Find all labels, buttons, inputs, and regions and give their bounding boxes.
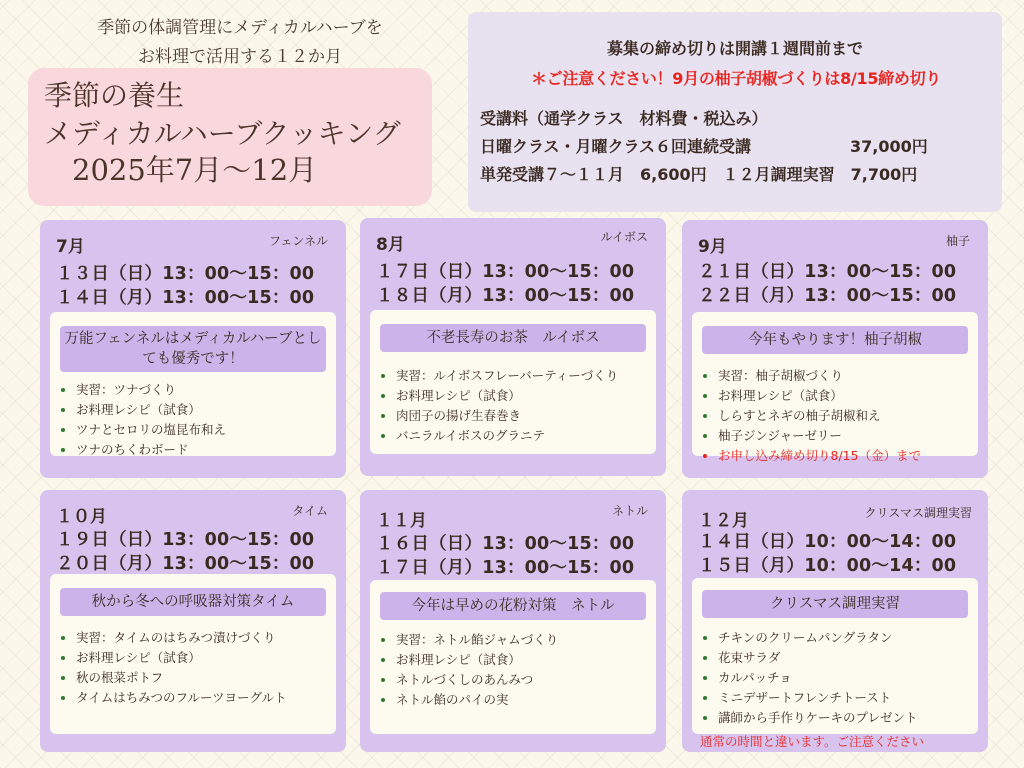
card-item-list	[702, 628, 968, 728]
card-date-sunday: １９日（日）13：00～15：00	[56, 530, 315, 550]
card-item-list	[380, 630, 646, 710]
card-december	[682, 490, 988, 752]
card-herb: ルイボス	[600, 230, 648, 244]
list-item: • 講師から手作りケーキのプレゼント	[718, 708, 968, 728]
time-change-note: 通常の時間と違います。ご注意ください	[700, 734, 925, 749]
card-date-monday: １７日（月）13：00～15：00	[376, 558, 635, 578]
list-item: • ツナのちくわボード	[76, 440, 326, 460]
card-month: １１月	[376, 511, 427, 531]
card-body	[50, 312, 336, 456]
list-item: • お料理レシピ（試食）	[76, 400, 326, 420]
list-item: • 実習：柚子胡椒づくり	[718, 366, 968, 386]
card-date-sunday: １３日（日）13：00～15：00	[56, 264, 315, 284]
list-item: • 実習：ルイボスフレーバーティーづくり	[396, 366, 646, 386]
list-item: • しらすとネギの柚子胡椒和え	[718, 406, 968, 426]
card-september	[682, 220, 988, 478]
list-item: • お料理レシピ（試食）	[396, 386, 646, 406]
list-item: • カルパッチョ	[718, 668, 968, 688]
fee-series-price: 37,000円	[850, 137, 928, 156]
fee-single: 単発受講７～１１月 6,600円 １２月調理実習 7,700円	[480, 165, 918, 184]
card-date-monday: １８日（月）13：00～15：00	[376, 286, 635, 306]
list-item: • 実習：ネトル餡ジャムづくり	[396, 630, 646, 650]
card-date-monday: ２０日（月）13：00～15：00	[56, 554, 315, 574]
list-item: • 肉団子の揚げ生春巻き	[396, 406, 646, 426]
card-november	[360, 490, 666, 752]
card-date-monday: １４日（月）13：00～15：00	[56, 288, 315, 308]
card-july	[40, 220, 346, 478]
card-body	[370, 310, 656, 454]
card-month: 8月	[376, 235, 405, 255]
card-herb: クリスマス調理実習	[864, 506, 972, 520]
card-herb: タイム	[292, 504, 328, 518]
subtitle	[40, 14, 440, 72]
list-item: • 柚子ジンジャーゼリー	[718, 426, 968, 446]
card-herb: ネトル	[611, 504, 648, 518]
card-date-monday: ２２日（月）13：00～15：00	[698, 286, 957, 306]
card-headline: 秋から冬への呼吸器対策タイム	[60, 588, 326, 616]
card-month: １０月	[56, 507, 107, 527]
card-month: １２月	[698, 511, 749, 531]
card-herb: フェンネル	[268, 234, 328, 248]
list-item: • お料理レシピ（試食）	[76, 648, 326, 668]
list-item: • ネトルづくしのあんみつ	[396, 670, 646, 690]
card-item-list	[380, 366, 646, 446]
title-period: 2025年7月～12月	[72, 153, 318, 187]
card-date-sunday: １４日（日）10：00～14：00	[698, 532, 957, 552]
card-item-list	[60, 628, 326, 708]
card-month: 9月	[698, 237, 727, 257]
deadline-list-item: • お申し込み締め切り8/15（金）まで	[718, 446, 968, 466]
list-item: • お料理レシピ（試食）	[718, 386, 968, 406]
caution-notice: ＊ご注意ください！9月の柚子胡椒づくりは8/15締め切り	[531, 69, 941, 88]
card-body	[692, 312, 978, 463]
list-item: • ツナとセロリの塩昆布和え	[76, 420, 326, 440]
card-august	[360, 218, 666, 476]
list-item: • お料理レシピ（試食）	[396, 650, 646, 670]
deadline-notice: 募集の締め切りは開講１週間前まで	[606, 39, 863, 58]
card-date-sunday: ２１日（日）13：00～15：00	[698, 262, 957, 282]
card-herb: 柚子	[945, 234, 970, 248]
fee-series-label: 日曜クラス・月曜クラス６回連続受講	[480, 137, 752, 156]
card-item-list	[60, 380, 326, 460]
card-date-sunday: １７日（日）13：00～15：00	[376, 262, 635, 282]
card-month: 7月	[56, 237, 85, 257]
title-line1: 季節の養生	[44, 79, 185, 112]
list-item: • チキンのクリームパングラタン	[718, 628, 968, 648]
list-item: • 花束サラダ	[718, 648, 968, 668]
card-headline: クリスマス調理実習	[702, 590, 968, 618]
list-item: • 秋の根菜ポトフ	[76, 668, 326, 688]
list-item: • ネトル餡のパイの実	[396, 690, 646, 710]
card-october	[40, 490, 346, 752]
subtitle-line1: 季節の体調管理にメディカルハーブを	[97, 18, 383, 38]
list-item: • 実習：タイムのはちみつ漬けづくり	[76, 628, 326, 648]
subtitle-line2: お料理で活用する１２か月	[138, 47, 342, 67]
card-headline: 万能フェンネルはメディカルハーブとしても優秀です！	[60, 326, 326, 372]
card-body	[370, 580, 656, 734]
card-headline: 今年もやります！柚子胡椒	[702, 326, 968, 354]
list-item: • 実習：ツナづくり	[76, 380, 326, 400]
title-line2: メディカルハーブクッキング	[44, 117, 401, 150]
card-item-list	[702, 366, 968, 466]
list-item: • ミニデザートフレンチトースト	[718, 688, 968, 708]
card-body	[692, 578, 978, 734]
card-date-monday: １５日（月）10：00～14：00	[698, 556, 957, 576]
card-date-sunday: １６日（日）13：00～15：00	[376, 534, 635, 554]
card-headline: 不老長寿のお茶 ルイボス	[380, 324, 646, 352]
list-item: • バニラルイボスのグラニテ	[396, 426, 646, 446]
fee-title: 受講料（通学クラス 材料費・税込み）	[480, 109, 768, 128]
list-item: • タイムはちみつのフルーツヨーグルト	[76, 688, 326, 708]
card-headline: 今年は早めの花粉対策 ネトル	[380, 592, 646, 620]
card-body	[50, 574, 336, 734]
